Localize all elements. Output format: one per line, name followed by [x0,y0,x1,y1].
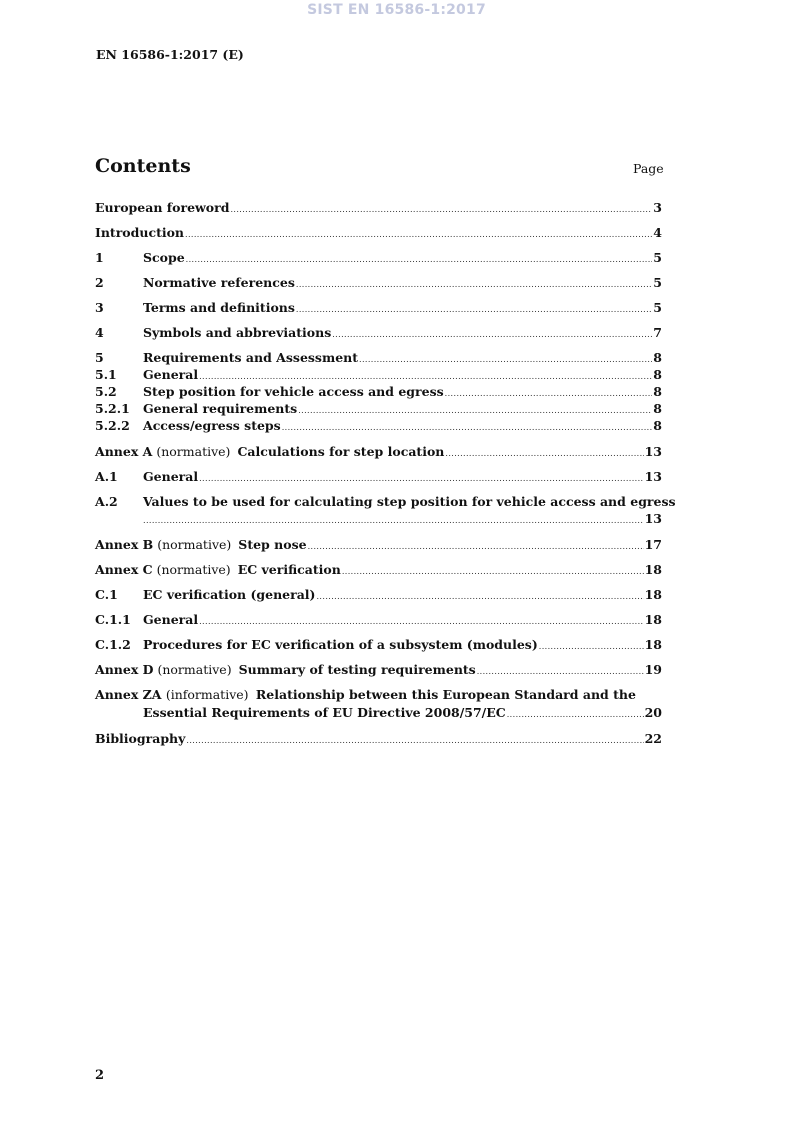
toc-entry-terms-and-definitions[interactable] [95,300,662,316]
toc-page: 13 [644,444,662,459]
annex-type: (normative) [157,537,232,552]
toc-label: Essential Requirements of EU Directive 2008/57/EC [143,705,506,720]
toc-page: 5 [653,250,662,265]
toc-label: Scope [143,250,185,265]
toc-label: Step position for vehicle access and egress [143,384,444,399]
dot-leader [199,617,643,626]
toc-page: 3 [653,200,662,215]
toc-number: 5.1 [95,367,117,382]
toc-page: 18 [644,637,662,652]
toc-entry-requirements-and-assessment[interactable] [95,350,662,366]
toc-label: Requirements and Assessment [143,350,359,365]
dot-leader [507,710,644,719]
toc-entry-general-requirements[interactable] [95,401,662,417]
toc-label: Terms and definitions [143,300,295,315]
dot-leader [143,516,644,525]
toc-entry-annex-d[interactable] [95,662,662,678]
toc-entry-a-2-number: A.2 [95,494,118,509]
toc-entry-a-1-general[interactable] [95,469,662,485]
toc-page: 13 [644,469,662,484]
toc-page: 13 [644,511,662,526]
toc-page: 17 [644,537,662,552]
dot-leader [308,542,644,551]
toc-label: Relationship between this European Standard and the [255,687,636,702]
toc-entry-annex-c[interactable] [95,562,662,578]
toc-page: 18 [644,612,662,627]
toc-entry-c-1-2-procedures[interactable] [95,637,662,653]
annex-type: (normative) [156,562,231,577]
dot-leader [359,355,652,364]
toc-number: 5.2.1 [95,401,130,416]
toc-label: European foreword [95,200,230,215]
toc-entry-annex-za-line2[interactable] [143,705,662,721]
dot-leader [342,567,644,576]
toc-number: 5.2 [95,384,117,399]
toc-entry-annex-a[interactable] [95,444,662,460]
toc-number: 1 [95,250,104,265]
toc-entry-a-2-label[interactable]: Values to be used for calculating step position for vehicle access and egress [143,494,676,509]
toc-number: A.1 [95,469,118,484]
toc-page: 19 [644,662,662,677]
toc-label: Step nose [238,537,307,552]
toc-page: 4 [653,225,662,240]
toc-label: General [143,469,199,484]
page-number: 2 [95,1068,105,1083]
toc-page: 7 [653,325,662,340]
toc-entry-c-1-ec-verification[interactable] [95,587,662,603]
toc-label: Symbols and abbreviations [143,325,332,340]
toc-page: 8 [653,401,662,416]
toc-page: 18 [644,587,662,602]
toc-label: Calculations for step location [237,444,445,459]
page-column-label: Page [633,161,664,176]
dot-leader [186,255,653,264]
annex-type: (normative) [156,444,231,459]
toc-entry-a-2-page-line[interactable] [143,511,662,527]
dot-leader [282,423,653,432]
toc-page: 8 [653,367,662,382]
toc-label: General [143,612,199,627]
toc-number: C.1 [95,587,118,602]
dot-leader [316,592,643,601]
toc-entry-5-1-general[interactable] [95,367,662,383]
toc-label: Summary of testing requirements [238,662,476,677]
dot-leader [298,406,652,415]
dot-leader [199,474,643,483]
toc-number: Annex ZA [95,687,162,702]
toc-number: 3 [95,300,104,315]
dot-leader [539,642,644,651]
toc-number: Annex B [95,537,154,552]
dot-leader [296,280,652,289]
toc-label: Procedures for EC verification of a subsystem (modules) [143,637,538,652]
toc-number: Annex A [95,444,153,459]
toc-number: Annex C [95,562,153,577]
toc-label: General [143,367,199,382]
toc-number: 5.2.2 [95,418,130,433]
toc-page: 22 [644,731,662,746]
toc-label: Introduction [95,225,185,240]
dot-leader [332,330,652,339]
toc-entry-bibliography[interactable] [95,731,662,747]
toc-entry-scope[interactable] [95,250,662,266]
toc-page: 20 [644,705,662,720]
toc-page: 8 [653,350,662,365]
toc-number: 5 [95,350,104,365]
dot-leader [199,372,652,381]
dot-leader [445,449,643,458]
toc-entry-introduction[interactable] [95,225,662,241]
dot-leader [230,205,652,214]
toc-number: C.1.1 [95,612,131,627]
toc-page: 5 [653,300,662,315]
toc-label: Bibliography [95,731,186,746]
toc-number: Annex D [95,662,154,677]
contents-title: Contents [95,155,191,177]
toc-number: C.1.2 [95,637,131,652]
toc-label: EC verification (general) [143,587,316,602]
toc-entry-annex-za-line1[interactable] [95,687,636,702]
toc-entry-european-foreword[interactable] [95,200,662,216]
toc-label: EC verification [237,562,341,577]
toc-entry-annex-b[interactable] [95,537,662,553]
toc-page: 8 [653,384,662,399]
toc-label: Access/egress steps [143,418,281,433]
toc-page: 5 [653,275,662,290]
toc-entry-symbols-and-abbreviations[interactable] [95,325,662,341]
toc-entry-c-1-1-general[interactable] [95,612,662,628]
toc-page: 18 [644,562,662,577]
toc-label: General requirements [143,401,298,416]
toc-page: 8 [653,418,662,433]
toc-entry-step-position[interactable] [95,384,662,400]
toc-entry-access-egress-steps[interactable] [95,418,662,434]
dot-leader [185,230,652,239]
toc-label: Normative references [143,275,295,290]
dot-leader [296,305,652,314]
annex-type: (normative) [157,662,232,677]
toc-number: 2 [95,275,104,290]
annex-type: (informative) [165,687,249,702]
document-id: EN 16586-1:2017 (E) [96,47,244,62]
dot-leader [445,389,653,398]
dot-leader [186,736,643,745]
toc-entry-normative-references[interactable] [95,275,662,291]
dot-leader [477,667,644,676]
toc-number: 4 [95,325,104,340]
watermark: SIST EN 16586-1:2017 [307,2,486,18]
